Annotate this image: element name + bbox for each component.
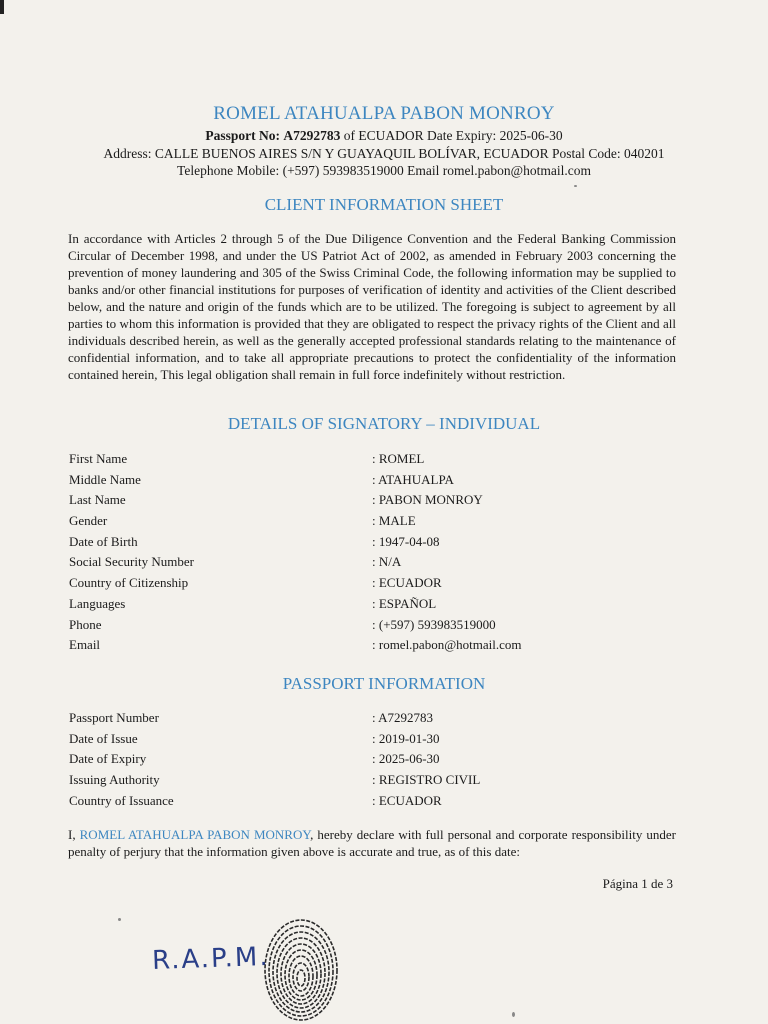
table-row — [69, 731, 689, 752]
table-row — [69, 751, 689, 772]
table-row — [69, 596, 689, 617]
field-label: Gender — [69, 513, 108, 529]
field-label: Issuing Authority — [69, 772, 160, 788]
passport-number: A7292783 — [283, 128, 341, 143]
page-number: Página 1 de 3 — [602, 876, 673, 891]
table-row — [69, 710, 689, 731]
passport-label: Passport No: — [205, 128, 280, 143]
address-line: Address: CALLE BUENOS AIRES S/N Y GUAYAQUIL BOLÍVAR, ECUADOR Postal Code: 040201 — [103, 146, 665, 161]
field-value: : romel.pabon@hotmail.com — [372, 637, 522, 653]
signatory-table — [69, 451, 689, 658]
table-row — [69, 772, 689, 793]
page-edge-mark — [0, 0, 4, 14]
field-label: Date of Expiry — [69, 751, 147, 767]
field-value: : (+597) 593983519000 — [372, 616, 496, 632]
field-label: First Name — [69, 451, 128, 466]
field-label: Social Security Number — [69, 554, 194, 570]
table-row — [69, 793, 689, 814]
table-row — [69, 637, 689, 658]
field-label: Country of Issuance — [69, 792, 174, 808]
declaration-paragraph — [68, 826, 676, 860]
speck — [118, 918, 121, 921]
table-row — [69, 472, 689, 493]
field-value: : 1947-04-08 — [372, 533, 440, 549]
signatory-heading: DETAILS OF SIGNATORY – INDIVIDUAL — [227, 414, 541, 433]
field-value: : ECUADOR — [372, 792, 442, 808]
field-value: : ROMEL — [372, 451, 425, 466]
field-value: : 2019-01-30 — [372, 730, 440, 746]
client-info-heading: CLIENT INFORMATION SHEET — [264, 195, 504, 214]
field-label: Passport Number — [69, 710, 159, 725]
field-label: Languages — [69, 595, 126, 611]
field-value: : REGISTRO CIVIL — [372, 772, 481, 788]
table-row — [69, 617, 689, 638]
passport-heading: PASSPORT INFORMATION — [282, 674, 486, 693]
document-title: ROMEL ATAHUALPA PABON MONROY — [213, 103, 555, 124]
table-row — [69, 575, 689, 596]
table-row — [69, 513, 689, 534]
declaration-prefix: I, — [68, 827, 76, 842]
declarant-name: ROMEL ATAHUALPA PABON MONROY — [79, 827, 311, 842]
field-label: Last Name — [69, 492, 126, 508]
passport-table — [69, 710, 689, 813]
contact-line: Telephone Mobile: (+597) 593983519000 Email romel.pabon@hotmail.com — [177, 163, 591, 178]
passport-line — [0, 128, 768, 144]
handwritten-initials: R.A.P.M. — [151, 941, 271, 977]
table-row — [69, 534, 689, 555]
table-row — [69, 554, 689, 575]
field-value: : MALE — [372, 513, 416, 529]
speck — [512, 1012, 515, 1017]
field-value: : PABON MONROY — [372, 492, 483, 508]
fingerprint-icon — [262, 914, 340, 1022]
field-label: Email — [69, 637, 101, 653]
field-label: Phone — [69, 616, 102, 632]
field-label: Date of Birth — [69, 533, 138, 549]
table-row — [69, 451, 689, 472]
field-value: : 2025-06-30 — [372, 751, 440, 767]
field-label: Date of Issue — [69, 730, 138, 746]
field-value: : ATAHUALPA — [372, 471, 454, 487]
legal-paragraph: In accordance with Articles 2 through 5 of the Due Diligence Convention and the Federal Banking Commission Circular of December 1998, and under the US Patriot Act of 2002, as amended in February 2003 concerning the prevention of money laundering and 305 of the Swiss Criminal Code, the following information may be supplied to banks and/or other financial institutions for purposes of verification of identity and activities of the Client described below, and the nature and origin of the funds which are to be utilized. The foregoing is subject to agreement by all parties to whom this information is provided that they are obligated to respect the privacy rights of the Client and all individuals described herein, as well as the generally accepted professional standards relating to the maintenance of confidential information, and to take all appropriate precautions to protect the confidentiality of the information contained herein, This legal obligation shall remain in full force indefinitely without restriction. — [68, 231, 676, 382]
field-label: Country of Citizenship — [69, 575, 189, 591]
declaration-text: , hereby declare with full personal and corporate responsibility under penalty of perjury that the information given above is accurate and true, as of this date: — [68, 827, 677, 859]
speck — [574, 185, 577, 187]
field-value: : ECUADOR — [372, 575, 442, 591]
table-row — [69, 492, 689, 513]
field-value: : A7292783 — [372, 710, 434, 725]
field-label: Middle Name — [69, 471, 141, 487]
field-value: : N/A — [372, 554, 402, 570]
field-value: : ESPAÑOL — [372, 595, 437, 611]
passport-line-rest: of ECUADOR Date Expiry: 2025-06-30 — [343, 128, 563, 143]
